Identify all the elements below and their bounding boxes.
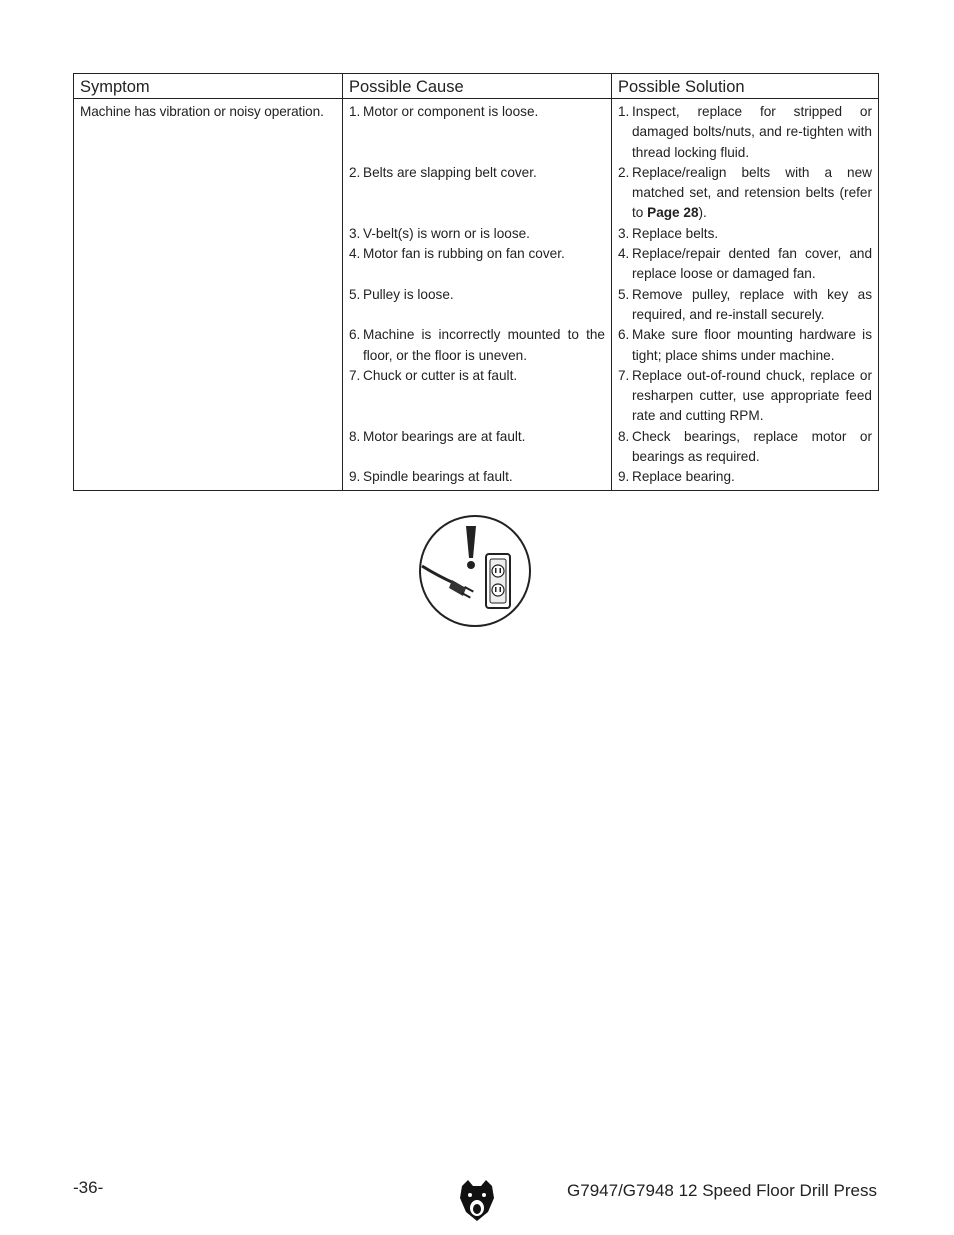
table-header-row bbox=[74, 74, 879, 99]
solution-text-part: ). bbox=[698, 205, 707, 221]
page-number: -36- bbox=[73, 1178, 104, 1197]
cause-item bbox=[349, 224, 605, 244]
troubleshooting-table bbox=[73, 73, 879, 491]
cause-number: 6. bbox=[349, 327, 361, 343]
cause-number: 3. bbox=[349, 225, 361, 241]
solution-item bbox=[618, 102, 872, 163]
cause-number: 8. bbox=[349, 428, 361, 444]
solution-item bbox=[618, 427, 872, 468]
solution-number: 7. bbox=[618, 367, 630, 383]
cause-item bbox=[349, 366, 605, 427]
cause-item bbox=[349, 102, 605, 163]
cause-number: 5. bbox=[349, 286, 361, 302]
bear-head-logo bbox=[458, 1178, 496, 1222]
solution-item bbox=[618, 244, 872, 285]
cause-text: Motor or component is loose. bbox=[363, 104, 539, 119]
solution-number: 6. bbox=[618, 327, 630, 343]
symptom-text: Machine has vibration or noisy operation. bbox=[80, 104, 324, 119]
solution-text: Remove pulley, replace with key as required, and re-install securely. bbox=[632, 286, 872, 322]
cause-number: 4. bbox=[349, 246, 361, 262]
solution-number: 5. bbox=[618, 286, 630, 302]
cause-text: Motor fan is rubbing on fan cover. bbox=[363, 246, 565, 262]
document-title: G7947/G7948 12 Speed Floor Drill Press bbox=[567, 1181, 877, 1200]
solution-number: 3. bbox=[618, 225, 630, 241]
solution-number: 1. bbox=[618, 104, 630, 119]
solution-cell bbox=[612, 99, 879, 491]
solution-item bbox=[618, 285, 872, 326]
cause-cell bbox=[343, 99, 612, 491]
cause-number: 9. bbox=[349, 469, 361, 485]
cause-text: Chuck or cutter is at fault. bbox=[363, 367, 518, 383]
solution-number: 9. bbox=[618, 469, 630, 485]
disconnect-power-warning-icon bbox=[418, 514, 532, 628]
cause-number: 7. bbox=[349, 367, 361, 383]
cause-text: Machine is incorrectly mounted to the floor, or the floor is uneven. bbox=[363, 327, 605, 363]
solution-number: 2. bbox=[618, 164, 630, 180]
cause-item bbox=[349, 467, 605, 487]
solution-item bbox=[618, 325, 872, 366]
cause-item bbox=[349, 163, 605, 224]
cause-number: 2. bbox=[349, 164, 361, 180]
solution-item bbox=[618, 224, 872, 244]
solution-text: Replace out-of-round chuck, replace or resharpen cutter, use appropriate feed rate and cutting RPM. bbox=[632, 367, 872, 424]
header-possible-cause: Possible Cause bbox=[343, 74, 612, 99]
solution-item bbox=[618, 467, 872, 487]
cause-number: 1. bbox=[349, 104, 361, 119]
cause-item bbox=[349, 427, 605, 468]
page-reference: Page 28 bbox=[647, 205, 699, 221]
solution-text: Replace belts. bbox=[632, 225, 719, 241]
header-symptom: Symptom bbox=[74, 74, 343, 99]
solution-text: Make sure floor mounting hardware is tight; place shims under machine. bbox=[632, 327, 872, 363]
cause-text: Belts are slapping belt cover. bbox=[363, 164, 537, 180]
cause-item bbox=[349, 285, 605, 326]
cause-item bbox=[349, 325, 605, 366]
solution-number: 4. bbox=[618, 246, 630, 262]
cause-text: V-belt(s) is worn or is loose. bbox=[363, 225, 530, 241]
solution-text: Replace/repair dented fan cover, and replace loose or damaged fan. bbox=[632, 246, 872, 282]
solution-number: 8. bbox=[618, 428, 630, 444]
cause-text: Motor bearings are at fault. bbox=[363, 428, 526, 444]
symptom-cell bbox=[74, 99, 343, 491]
solution-text-part: Replace/realign belts with a new matched set, and retension belts (refer to bbox=[632, 164, 872, 221]
solution-text bbox=[632, 163, 872, 224]
solution-text: Replace bearing. bbox=[632, 469, 735, 485]
header-possible-solution: Possible Solution bbox=[612, 74, 879, 99]
solution-text: Check bearings, replace motor or bearings as required. bbox=[632, 428, 872, 465]
cause-item bbox=[349, 244, 605, 285]
solution-item bbox=[618, 163, 872, 224]
solution-text: Inspect, replace for stripped or damaged bolts/nuts, and re-tighten with thread locking fluid. bbox=[632, 104, 872, 160]
cause-text: Pulley is loose. bbox=[363, 286, 454, 302]
table-row bbox=[74, 99, 879, 491]
solution-item bbox=[618, 366, 872, 427]
cause-text: Spindle bearings at fault. bbox=[363, 469, 513, 485]
